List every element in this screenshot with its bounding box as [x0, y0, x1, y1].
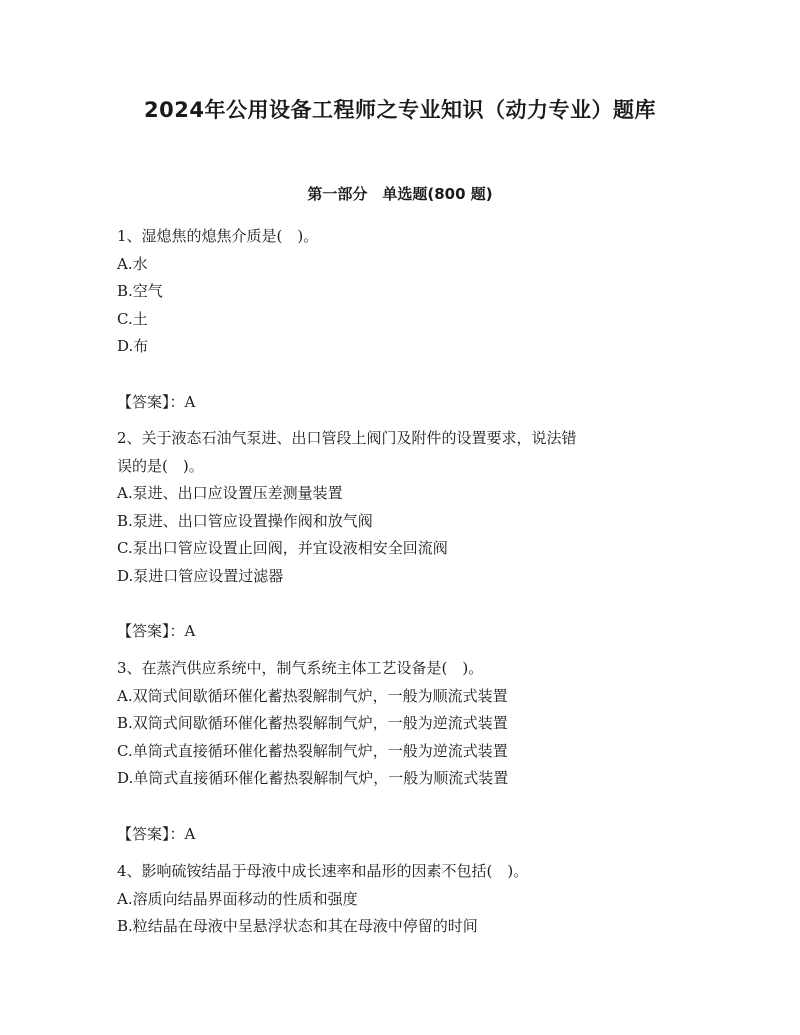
question-1 [117, 223, 697, 416]
answer-line [117, 389, 697, 417]
question-stem: 3、在蒸汽供应系统中，制气系统主体工艺设备是( )。 [117, 659, 484, 677]
question-4 [117, 858, 697, 941]
option-b: B.双筒式间歇循环催化蓄热裂解制气炉，一般为逆流式装置 [117, 714, 508, 732]
answer-label: 【答案】： [117, 622, 185, 640]
option-c: C.土 [117, 309, 148, 328]
option-b: B.空气 [117, 282, 163, 300]
answer-value: A [184, 622, 196, 640]
question-3 [117, 655, 697, 848]
option-d: D.单筒式直接循环催化蓄热裂解制气炉，一般为顺流式装置 [117, 769, 509, 787]
question-stem-line-2: 误的是( )。 [117, 456, 204, 475]
option-a: A.水 [117, 254, 148, 273]
question-2 [117, 425, 697, 646]
answer-value: A [184, 392, 196, 411]
answer-label: 【答案】： [117, 392, 185, 411]
option-a: A.泵进、出口应设置压差测量装置 [117, 484, 343, 502]
question-stem: 4、影响硫铵结晶于母液中成长速率和晶形的因素不包括( )。 [117, 862, 529, 880]
option-c: C.泵出口管应设置止回阀，并宜设液相安全回流阀 [117, 539, 448, 557]
option-b: B.泵进、出口管应设置操作阀和放气阀 [117, 511, 373, 530]
option-d: D.泵进口管应设置过滤器 [117, 566, 284, 585]
question-stem: 1、湿熄焦的熄焦介质是( )。 [117, 227, 319, 245]
option-d: D.布 [117, 337, 149, 355]
answer-value: A [184, 824, 196, 843]
answer-line [117, 618, 697, 646]
answer-label: 【答案】： [117, 824, 185, 843]
section-title: 第一部分 单选题(800 题) [307, 185, 493, 203]
option-c: C.单筒式直接循环催化蓄热裂解制气炉，一般为逆流式装置 [117, 741, 508, 760]
question-stem-line-1: 2、关于液态石油气泵进、出口管段上阀门及附件的设置要求，说法错 [117, 429, 577, 447]
answer-line [117, 821, 697, 849]
option-a: A.溶质向结晶界面移动的性质和强度 [117, 889, 358, 908]
document-title: 2024年公用设备工程师之专业知识（动力专业）题库 [144, 98, 656, 122]
option-a: A.双筒式间歇循环催化蓄热裂解制气炉，一般为顺流式装置 [117, 686, 508, 705]
option-b: B.粒结晶在母液中呈悬浮状态和其在母液中停留的时间 [117, 917, 478, 935]
